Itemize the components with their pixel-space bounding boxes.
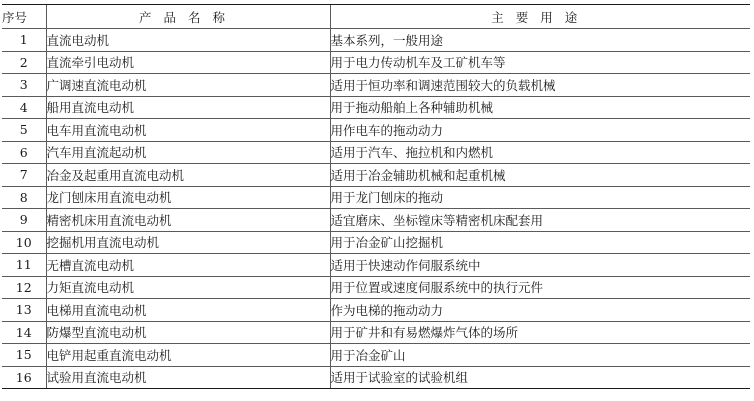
- row-product-name: 汽车用直流起动机: [46, 141, 330, 164]
- header-main-use: 主要用途: [330, 5, 750, 29]
- row-product-name: 广调速直流电动机: [46, 74, 330, 97]
- header-row: [2, 5, 750, 29]
- dc-motor-product-table: [2, 4, 750, 389]
- row-product-name: 船用直流电动机: [46, 96, 330, 119]
- header-product-name: 产品名称: [46, 5, 330, 29]
- header-seq: 序号: [2, 5, 46, 29]
- row-product-name: 冶金及起重用直流电动机: [46, 164, 330, 187]
- table-row: [2, 209, 750, 232]
- row-main-use: 用于位置或速度伺服系统中的执行元件: [330, 276, 750, 299]
- row-main-use: 适用于冶金辅助机械和起重机械: [330, 164, 750, 187]
- row-main-use: 适用于快速动作伺服系统中: [330, 254, 750, 277]
- row-main-use: 适用于恒功率和调速范围较大的负载机械: [330, 74, 750, 97]
- row-seq: 2: [2, 51, 46, 74]
- row-product-name: 精密机床用直流电动机: [46, 209, 330, 232]
- row-main-use: 适用于汽车、拖拉机和内燃机: [330, 141, 750, 164]
- row-seq: 13: [2, 299, 46, 322]
- row-seq: 1: [2, 29, 46, 52]
- row-main-use: 基本系列，一般用途: [330, 29, 750, 52]
- row-main-use: 用作电车的拖动动力: [330, 119, 750, 142]
- row-product-name: 防爆型直流电动机: [46, 321, 330, 344]
- table-row: [2, 231, 750, 254]
- table-row: [2, 74, 750, 97]
- row-main-use: 用于冶金矿山挖掘机: [330, 231, 750, 254]
- table-row: [2, 29, 750, 52]
- table-row: [2, 344, 750, 367]
- row-product-name: 直流电动机: [46, 29, 330, 52]
- row-seq: 15: [2, 344, 46, 367]
- row-main-use: 适用于试验室的试验机组: [330, 366, 750, 389]
- row-seq: 11: [2, 254, 46, 277]
- table-row: [2, 141, 750, 164]
- row-seq: 16: [2, 366, 46, 389]
- table-row: [2, 254, 750, 277]
- row-seq: 6: [2, 141, 46, 164]
- row-main-use: 用于电力传动机车及工矿机车等: [330, 51, 750, 74]
- row-main-use: 适宜磨床、坐标镗床等精密机床配套用: [330, 209, 750, 232]
- table-row: [2, 276, 750, 299]
- row-seq: 4: [2, 96, 46, 119]
- table-row: [2, 51, 750, 74]
- row-product-name: 电梯用直流电动机: [46, 299, 330, 322]
- row-product-name: 龙门刨床用直流电动机: [46, 186, 330, 209]
- table-body: [2, 29, 750, 389]
- row-product-name: 力矩直流电动机: [46, 276, 330, 299]
- row-seq: 5: [2, 119, 46, 142]
- table-row: [2, 186, 750, 209]
- row-product-name: 电铲用起重直流电动机: [46, 344, 330, 367]
- row-seq: 8: [2, 186, 46, 209]
- row-seq: 10: [2, 231, 46, 254]
- row-seq: 12: [2, 276, 46, 299]
- row-main-use: 用于矿井和有易燃爆炸气体的场所: [330, 321, 750, 344]
- row-product-name: 试验用直流电动机: [46, 366, 330, 389]
- table-row: [2, 119, 750, 142]
- row-seq: 14: [2, 321, 46, 344]
- row-product-name: 直流牵引电动机: [46, 51, 330, 74]
- row-seq: 9: [2, 209, 46, 232]
- row-main-use: 用于拖动船舶上各种辅助机械: [330, 96, 750, 119]
- table-row: [2, 164, 750, 187]
- row-main-use: 用于冶金矿山: [330, 344, 750, 367]
- table-header: [2, 5, 750, 29]
- row-main-use: 作为电梯的拖动动力: [330, 299, 750, 322]
- row-seq: 7: [2, 164, 46, 187]
- row-main-use: 用于龙门刨床的拖动: [330, 186, 750, 209]
- row-product-name: 无槽直流电动机: [46, 254, 330, 277]
- table-row: [2, 299, 750, 322]
- row-product-name: 电车用直流电动机: [46, 119, 330, 142]
- row-seq: 3: [2, 74, 46, 97]
- table-row: [2, 321, 750, 344]
- row-product-name: 挖掘机用直流电动机: [46, 231, 330, 254]
- table-row: [2, 96, 750, 119]
- table-row: [2, 366, 750, 389]
